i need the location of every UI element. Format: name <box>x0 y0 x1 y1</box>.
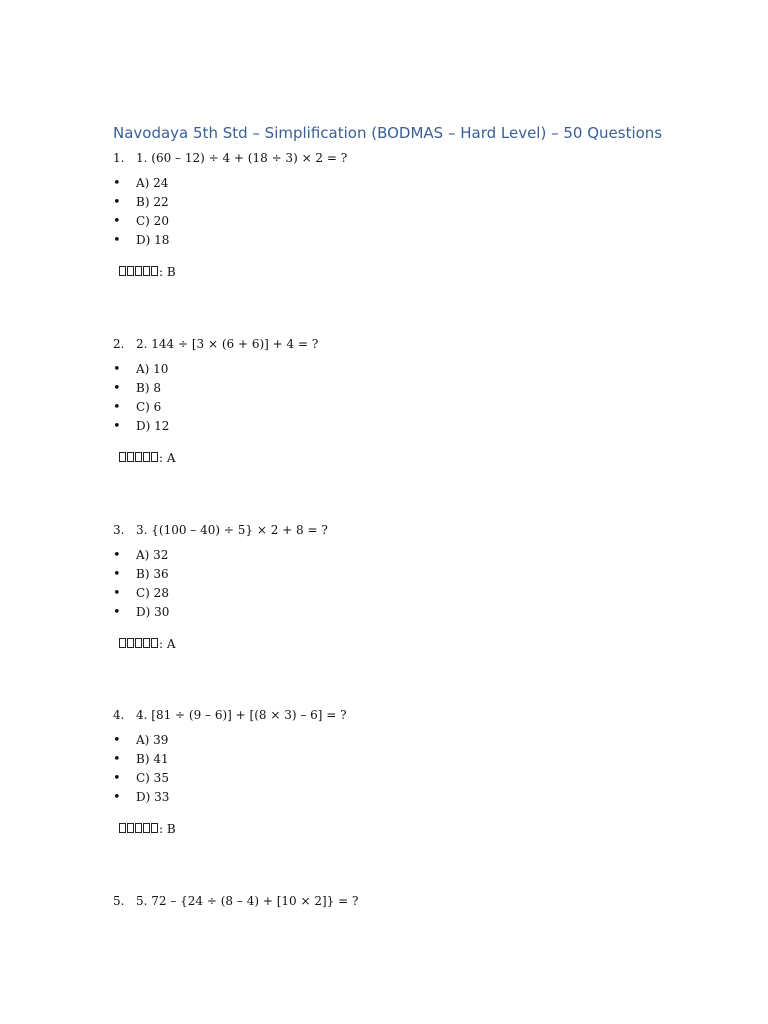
option-text: B) 36 <box>136 567 169 581</box>
bullet-icon: • <box>113 419 121 434</box>
question-5 <box>113 893 713 909</box>
bullet-icon: • <box>113 400 121 415</box>
missing-glyph-icon <box>119 264 159 280</box>
question-text: 4. [81 ÷ (9 – 6)] + [(8 × 3) – 6] = ? <box>136 708 347 722</box>
option-text: A) 10 <box>136 362 169 376</box>
bullet-icon: • <box>113 195 121 210</box>
option-text: B) 22 <box>136 195 169 209</box>
question-text: 5. 72 – {24 ÷ (8 – 4) + [10 × 2]} = ? <box>136 894 359 908</box>
bullet-icon: • <box>113 233 121 248</box>
answer-line <box>119 821 176 837</box>
bullet-icon: • <box>113 790 121 805</box>
question-number: 4. <box>113 708 125 722</box>
question-text: 2. 144 ÷ [3 × (6 + 6)] + 4 = ? <box>136 337 319 351</box>
missing-glyph-icon <box>119 821 159 837</box>
option-text: C) 28 <box>136 586 169 600</box>
question-number: 5. <box>113 894 125 908</box>
question-number: 1. <box>113 151 125 165</box>
option-text: A) 32 <box>136 548 169 562</box>
answer-value: B <box>166 822 176 836</box>
answer-line <box>119 450 176 466</box>
option-text: D) 18 <box>136 233 170 247</box>
question-4 <box>113 707 713 836</box>
question-line <box>113 707 713 723</box>
option-text: C) 20 <box>136 214 169 228</box>
option-text: D) 12 <box>136 419 170 433</box>
bullet-icon: • <box>113 381 121 396</box>
answer-separator: : <box>159 822 167 836</box>
question-number: 3. <box>113 523 125 537</box>
bullet-icon: • <box>113 605 121 620</box>
bullet-icon: • <box>113 214 121 229</box>
option-text: D) 33 <box>136 790 170 804</box>
missing-glyph-icon <box>119 450 159 466</box>
question-3 <box>113 522 713 651</box>
question-number: 2. <box>113 337 125 351</box>
bullet-icon: • <box>113 586 121 601</box>
bullet-icon: • <box>113 567 121 582</box>
question-line <box>113 150 713 166</box>
question-line <box>113 522 713 538</box>
bullet-icon: • <box>113 733 121 748</box>
bullet-icon: • <box>113 771 121 786</box>
answer-separator: : <box>159 451 167 465</box>
option-text: C) 35 <box>136 771 169 785</box>
question-line <box>113 336 713 352</box>
answer-separator: : <box>159 265 167 279</box>
answer-separator: : <box>159 637 167 651</box>
document-title: Navodaya 5th Std – Simplification (BODMAS – Hard Level) – 50 Questions <box>113 124 663 142</box>
bullet-icon: • <box>113 752 121 767</box>
option-text: D) 30 <box>136 605 170 619</box>
question-1 <box>113 150 713 279</box>
question-text: 1. (60 – 12) ÷ 4 + (18 ÷ 3) × 2 = ? <box>136 151 348 165</box>
option-text: A) 24 <box>136 176 169 190</box>
answer-line <box>119 264 176 280</box>
question-line <box>113 893 713 909</box>
option-text: B) 8 <box>136 381 161 395</box>
option-text: A) 39 <box>136 733 169 747</box>
question-text: 3. {(100 – 40) ÷ 5} × 2 + 8 = ? <box>136 523 328 537</box>
bullet-icon: • <box>113 176 121 191</box>
answer-value: A <box>166 637 176 651</box>
option-text: B) 41 <box>136 752 169 766</box>
answer-value: A <box>166 451 176 465</box>
answer-line <box>119 636 176 652</box>
answer-value: B <box>166 265 176 279</box>
option-text: C) 6 <box>136 400 162 414</box>
question-2 <box>113 336 713 465</box>
missing-glyph-icon <box>119 636 159 652</box>
bullet-icon: • <box>113 548 121 563</box>
bullet-icon: • <box>113 362 121 377</box>
